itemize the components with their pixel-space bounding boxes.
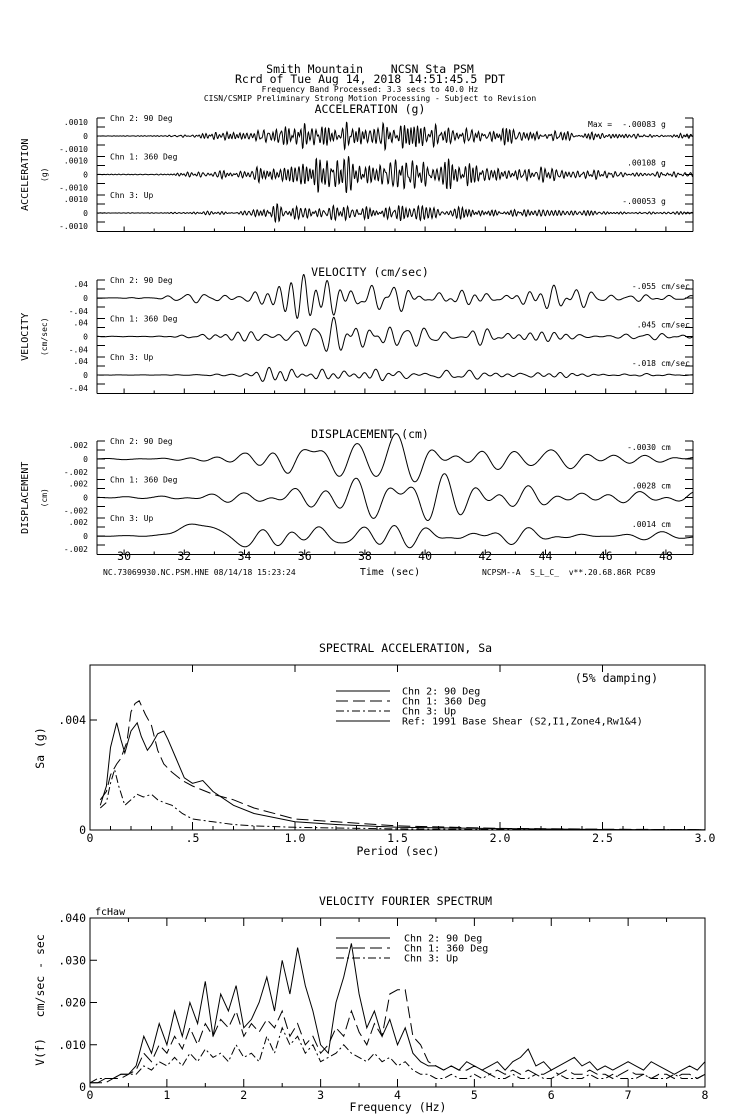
sa-series-line — [100, 770, 705, 830]
x-tick-label: 1.0 — [284, 831, 306, 845]
y-tick-label: -.002 — [63, 468, 88, 477]
x-tick-label: 2 — [240, 1088, 248, 1102]
x-tick-label: 38 — [357, 549, 372, 563]
waveform-trace — [97, 156, 693, 193]
legend-label: Chn 2: 90 Deg — [404, 933, 483, 945]
y-tick-label: .030 — [58, 953, 86, 968]
y-tick-label: -.0010 — [59, 145, 88, 154]
channel-label: Chn 3: Up — [110, 191, 154, 200]
max-unit: cm — [661, 481, 671, 491]
y-tick-label: 0 — [83, 455, 88, 464]
y-axis-title: V(f) cm/sec - sec — [33, 934, 47, 1066]
y-tick-label: 0 — [83, 170, 88, 180]
waveform-trace — [97, 275, 693, 319]
x-tick-label: 6 — [547, 1088, 555, 1102]
record-time: Rcrd of Tue Aug 14, 2018 14:51:45.5 PDT — [234, 72, 506, 86]
plot-frame — [90, 665, 705, 830]
x-tick-label: 1.5 — [387, 831, 408, 845]
max-unit: cm — [661, 520, 671, 529]
y-tick-label: 0 — [79, 1080, 86, 1094]
y-tick-label: -.04 — [68, 345, 88, 355]
max-unit: cm/sec — [661, 320, 690, 330]
x-tick-label: 48 — [658, 549, 673, 563]
y-axis-unit: (cm) — [40, 488, 49, 508]
legend-label: Chn 1: 360 Deg — [402, 696, 487, 708]
y-tick-label: .04 — [73, 357, 88, 366]
legend-label: Chn 3: Up — [404, 953, 459, 965]
channel-label: Chn 1: 360 Deg — [110, 475, 178, 485]
panel-title: VELOCITY (cm/sec) — [311, 265, 429, 279]
y-axis-title: ACCELERATION — [20, 138, 31, 211]
y-tick-label: .0010 — [63, 118, 88, 127]
max-value: .0028 — [631, 481, 656, 491]
y-axis-title: DISPLACEMENT — [20, 461, 31, 534]
max-unit: g — [661, 158, 666, 168]
x-tick-label: 32 — [177, 549, 192, 563]
panel-title: ACCELERATION (g) — [314, 102, 426, 116]
max-unit: cm/sec — [661, 359, 690, 368]
x-tick-label: 4 — [394, 1088, 401, 1102]
x-axis-title: Time (sec) — [359, 567, 421, 578]
y-tick-label: -.002 — [63, 506, 88, 516]
chart-title: SPECTRAL ACCELERATION, Sa — [318, 641, 493, 655]
x-tick-label: .5 — [185, 831, 200, 845]
channel-label: Chn 3: Up — [110, 353, 154, 362]
x-tick-label: 44 — [538, 549, 553, 563]
max-value: -.055 — [631, 282, 656, 291]
channel-label: Chn 3: Up — [110, 514, 154, 523]
x-tick-label: 0 — [86, 1088, 94, 1102]
y-tick-label: .040 — [58, 911, 86, 925]
y-tick-label: .002 — [68, 441, 88, 450]
max-value: .0014 — [631, 520, 656, 529]
y-tick-label: 0 — [83, 371, 88, 380]
y-tick-label: 0 — [83, 332, 88, 342]
y-axis-unit: (g) — [40, 167, 49, 182]
x-tick-label: 3.0 — [694, 831, 716, 845]
max-prefix: Max = — [588, 120, 613, 129]
y-tick-label: .0010 — [63, 156, 88, 166]
waveform-trace — [97, 524, 693, 548]
max-value: -.0030 — [627, 443, 656, 452]
station-title: Smith Mountain NCSN Sta PSM — [266, 62, 474, 76]
x-tick-label: 42 — [478, 549, 493, 563]
x-tick-label: 1 — [163, 1088, 171, 1102]
max-value: -.00053 — [622, 197, 656, 206]
waveform-trace — [97, 367, 693, 381]
y-axis-unit: (cm/sec) — [40, 317, 49, 357]
x-tick-label: 34 — [237, 549, 252, 563]
x-tick-label: 0 — [86, 831, 94, 845]
legend-label: Chn 1: 360 Deg — [404, 943, 489, 955]
y-tick-label: 0 — [83, 209, 88, 218]
y-tick-label: 0 — [79, 823, 86, 837]
y-axis-title: Sa (g) — [33, 727, 47, 769]
damping-note: (5% damping) — [574, 671, 658, 685]
x-tick-label: 5 — [470, 1088, 478, 1102]
y-tick-label: -.04 — [68, 384, 88, 393]
waveform-trace — [97, 204, 693, 222]
channel-label: Chn 2: 90 Deg — [110, 114, 173, 123]
x-tick-label: 7 — [624, 1088, 632, 1102]
chart-title: VELOCITY FOURIER SPECTRUM — [318, 894, 493, 908]
channel-label: Chn 2: 90 Deg — [110, 437, 173, 446]
y-tick-label: 0 — [83, 532, 88, 541]
fourier-series-line — [90, 943, 705, 1082]
channel-label: Chn 2: 90 Deg — [110, 276, 173, 285]
y-tick-label: -.0010 — [59, 183, 88, 193]
max-value: -.00083 — [622, 120, 656, 129]
max-unit: cm/sec — [661, 282, 690, 291]
footer-left: NC.73069930.NC.PSM.HNE 08/14/18 15:23:24 — [103, 568, 296, 577]
y-tick-label: 0 — [83, 132, 88, 141]
footer-right: NCPSM--A S_L_C_ v**.20.68.86R PC89 — [482, 568, 656, 577]
max-unit: g — [661, 120, 666, 129]
y-axis-title: VELOCITY — [20, 312, 31, 361]
x-tick-label: 36 — [297, 549, 312, 563]
y-tick-label: .010 — [58, 1037, 86, 1052]
max-unit: g — [661, 197, 666, 206]
x-axis-title: Period (sec) — [356, 844, 440, 858]
x-tick-label: 46 — [598, 549, 613, 563]
x-tick-label: 8 — [701, 1088, 709, 1102]
sa-series-line — [100, 723, 705, 830]
y-tick-label: 0 — [83, 294, 88, 303]
y-tick-label: 0 — [83, 493, 88, 503]
max-unit: cm — [661, 443, 671, 452]
waveform-trace — [97, 314, 693, 351]
y-tick-label: .004 — [58, 713, 86, 727]
y-tick-label: .04 — [73, 280, 88, 289]
legend-label: Ref: 1991 Base Shear (S2,I1,Zone4,Rw1&4) — [402, 716, 643, 728]
y-tick-label: -.0010 — [59, 222, 88, 231]
corner-label: fcHaw — [95, 907, 126, 918]
max-value: .00108 — [627, 158, 656, 168]
x-axis-title: Frequency (Hz) — [349, 1100, 447, 1114]
panel-title: DISPLACEMENT (cm) — [311, 427, 429, 441]
waveform-trace — [97, 474, 693, 521]
y-tick-label: .020 — [58, 995, 86, 1010]
y-tick-label: .002 — [68, 518, 88, 527]
frequency-band: Frequency Band Processed: 3.3 secs to 40.0 Hz — [261, 85, 479, 94]
x-tick-label: 2.0 — [489, 831, 511, 845]
plot-frame — [90, 918, 705, 1087]
y-tick-label: -.002 — [63, 545, 88, 554]
x-tick-label: 3 — [317, 1088, 325, 1102]
y-tick-label: .0010 — [63, 195, 88, 204]
legend-label: Chn 2: 90 Deg — [402, 686, 481, 698]
x-tick-label: 2.5 — [592, 831, 613, 845]
y-tick-label: .04 — [73, 318, 88, 328]
x-tick-label: 40 — [418, 549, 433, 563]
max-value: -.018 — [631, 359, 656, 368]
channel-label: Chn 1: 360 Deg — [110, 152, 178, 162]
max-value: .045 — [636, 320, 656, 330]
y-tick-label: -.04 — [68, 307, 88, 316]
legend-label: Chn 3: Up — [402, 706, 457, 718]
channel-label: Chn 1: 360 Deg — [110, 314, 178, 324]
y-tick-label: .002 — [68, 479, 88, 489]
processing-note: CISN/CSMIP Preliminary Strong Motion Processing - Subject to Revision — [203, 94, 537, 103]
x-tick-label: 30 — [117, 549, 132, 563]
